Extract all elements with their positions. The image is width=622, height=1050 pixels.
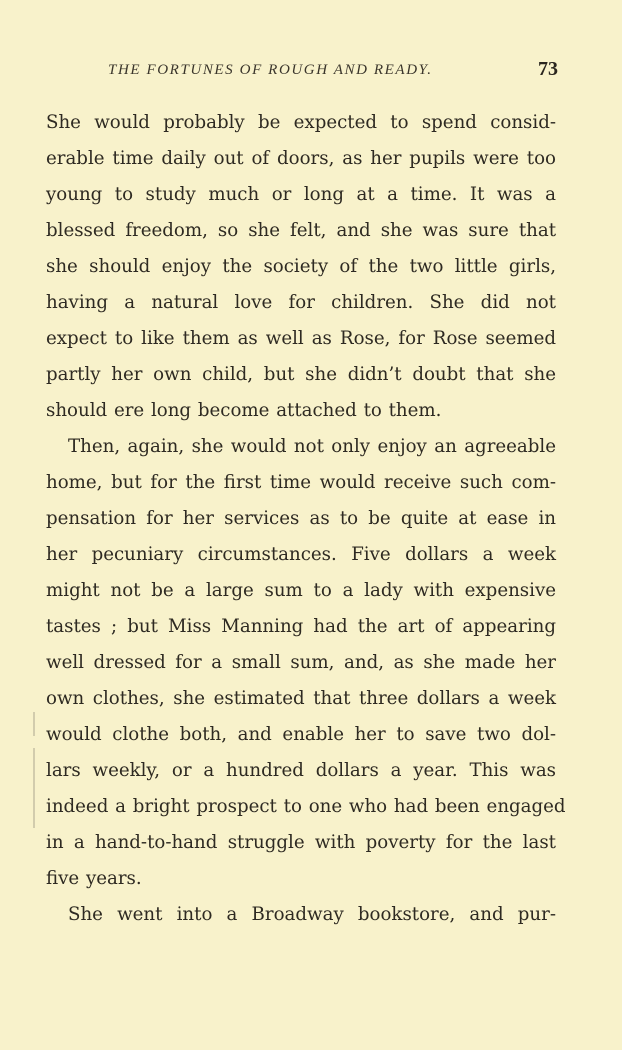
body-text (46, 105, 566, 933)
text-line: She went into a Broadway bookstore, and pur- (68, 904, 556, 925)
running-head-title: THE FORTUNES OF ROUGH AND READY. (108, 62, 433, 78)
text-line: well dressed for a small sum, and, as she made her (46, 652, 556, 673)
text-line: blessed freedom, so she felt, and she was sure that (46, 220, 556, 241)
text-line: might not be a large sum to a lady with expensive (46, 580, 556, 601)
text-line: she should enjoy the society of the two little girls, (46, 256, 556, 277)
text-line: lars weekly, or a hundred dollars a year. This was (46, 760, 556, 781)
margin-mark (33, 712, 35, 736)
text-line: indeed a bright prospect to one who had been engaged (46, 796, 566, 817)
text-line: tastes ; but Miss Manning had the art of appearing (46, 616, 556, 637)
text-line: pensation for her services as to be quite at ease in (46, 508, 556, 529)
text-line: should ere long become attached to them. (46, 400, 442, 421)
text-line: Then, again, she would not only enjoy an agreeable (68, 436, 556, 457)
text-line: home, but for the first time would receive such com- (46, 472, 556, 493)
text-line: five years. (46, 868, 142, 889)
running-head (108, 58, 558, 86)
text-line: in a hand-to-hand struggle with poverty for the last (46, 832, 556, 853)
margin-mark (33, 748, 35, 828)
text-line: her pecuniary circumstances. Five dollars a week (46, 544, 556, 565)
text-line: young to study much or long at a time. It was a (46, 184, 556, 205)
text-line: partly her own child, but she didn’t doubt that she (46, 364, 556, 385)
text-line: expect to like them as well as Rose, for Rose seemed (46, 328, 556, 349)
page-number: 73 (538, 58, 558, 80)
text-line: having a natural love for children. She did not (46, 292, 556, 313)
text-line: would clothe both, and enable her to save two dol- (46, 724, 556, 745)
text-line: erable time daily out of doors, as her pupils were too (46, 148, 556, 169)
text-line: own clothes, she estimated that three dollars a week (46, 688, 556, 709)
text-line: She would probably be expected to spend consid- (46, 112, 556, 133)
